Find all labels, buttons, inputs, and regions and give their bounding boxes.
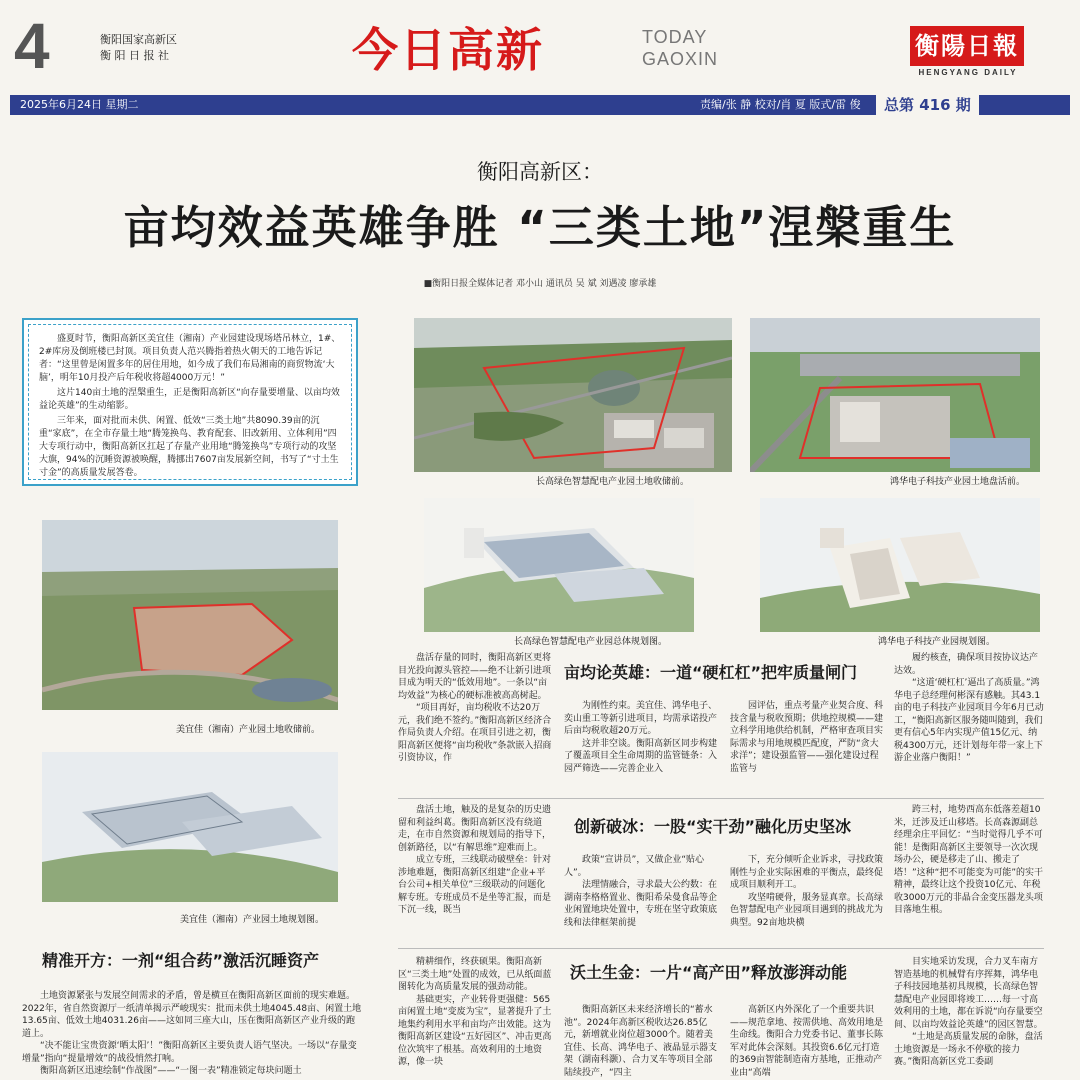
photo-honghua-plan [760,498,1040,632]
intro-paragraph: 盛夏时节，衡阳高新区美宜佳（湘南）产业园建设现场塔吊林立，1#、2#库房及倒班楼已封顶。项目负责人范兴腾指着热火朝天的工地告诉记者：“这里曾是闲置多年的居住用地，如今成了我们布局湘南的商贸物流‘大脑’，明年10月投产后年税收将超4000万元！” [39,334,341,383]
page-number: 4 [14,10,50,82]
paper-title-en [642,26,718,70]
subhead-4: 沃土生金：一片“高产田”释放澎湃动能 [570,963,848,982]
brand-logo: 衡陽日報 [910,26,1024,66]
paragraph: “这道‘硬杠杠’逼出了高质量。”鸿华电子总经理何彬深有感触。其43.1亩的电子科技产业园项目今年6月已动工，“衡阳高新区服务随叫随到，我们更有信心5年内实现产值15亿元、纳税4300万元，还计划每年带一家上下游企业落户衡阳！” [894,678,1044,763]
paragraph: 衡阳高新区未来经济增长的“蓄水池”。2024年高新区税收达26.85亿元，新增就业岗位超3000个。随着美宜佳、长高、鸿华电子、液晶显示器支架（湖南科灏）、合力叉车等项目全部陆续投产，“四主 [564,1005,718,1078]
caption-photo-left-2: 美宜佳（湘南）产业园土地规划图。 [180,915,325,925]
photo-meiyijia-before [42,520,338,710]
paragraph: 盘活土地，触及的是复杂的历史遗留和利益纠葛。衡阳高新区没有绕道走，在市自然资源和规划局的指导下，创新路径，以“有解思维”迎难而上。 [398,805,552,853]
photo-changgao-before [414,318,732,472]
photo-honghua-before [750,318,1040,472]
paragraph: 法理情融合，寻求最大公约数：在湖南李格格置业、衡阳希朵曼食品等企业闲置地块处置中，专班在坚守政策底线和法律框架前提 [564,880,718,928]
masthead [0,0,1080,120]
paper-title-en-1: TODAY [642,27,708,47]
section-rule [398,798,1044,799]
subhead-3: 精准开方：一剂“组合药”激活沉睡资产 [42,951,320,970]
text-column [564,854,718,940]
text-column [398,652,552,788]
publisher-line-1: 衡阳国家高新区 [100,33,177,46]
issue-number: 总第 416 期 [876,93,979,117]
headline-title: 亩均效益英雄争胜 “三类土地”涅槃重生 [123,201,957,254]
text-column [564,1004,718,1080]
text-column [730,1004,884,1080]
caption-photo-top-mid: 长高绿色智慧配电产业园土地收储前。 [536,477,690,487]
intro-box [22,318,358,486]
paragraph: 成立专班，三线联动破壁垒：针对涉地难题，衡阳高新区组建“企业+平台公司+相关单位”三级联动的问题化解专班。专班成员不是坐等汇报，而是下沉一线，既当 [398,855,552,915]
paragraph: 为刚性约束。美宜佳、鸿华电子、奕山重工等新引进项目，均需承诺投产后亩均税收超20万元。 [564,701,718,736]
paragraph: 土地资源紧张与发展空间需求的矛盾，曾是横亘在衡阳高新区面前的现实难题。2022年，省自然资源厅一纸清单揭示严峻现实：批而未供土地4045.48亩、闲置土地13.65亩、低效土地4031.26亩——这如同三座大山，压在衡阳高新区产业升级的跑道上。 [22,991,362,1039]
paragraph: “决不能让宝贵资源‘晒太阳’！”衡阳高新区主要负责人语气坚决。一场以“存量变增量”指向“提量增效”的战役悄然打响。 [22,1041,357,1064]
text-column [894,804,1044,940]
publisher-line-2: 衡 阳 日 报 社 [100,49,169,62]
intro-paragraph: 这片140亩土地的涅槃重生，正是衡阳高新区“向存量要增量、以亩均效益论英雄”的生动缩影。 [39,388,340,411]
text-column [730,854,884,940]
intro-paragraph: 三年来，面对批而未供、闲置、低效“三类土地”共8090.39亩的沉重“家底”，在全市存量土地“腾笼换鸟、教育配套、旧改新用、立体利用”四大专项行动中，衡阳高新区扛起了存量产业用地“腾笼换鸟”专项行动的攻坚大旗，94%的沉睡资源被唤醒，腾挪出7607亩发展新空间，书写了“寸土生寸金”的高质量发展答卷。 [39,416,339,478]
paragraph: 基础更实，产业转骨更强健：565亩闲置土地“变废为宝”，显著提升了土地集约利用水平和亩均产出效能。这为衡阳高新区建设“五好园区”、冲击更高位次筑牢了根基。高效利用的土地资源，像一块 [398,994,552,1067]
paragraph: 目实地采访发现，合力叉车南方智造基地的机械臂有序挥舞，鸿华电子科技园地基初具规模，长高绿色智慧配电产业园即将竣工……每一寸高效利用的土地，都在诉说“向存量要空间、以亩均效益论英雄”的园区智慧。 [894,957,1043,1030]
caption-photo-mid-mid: 长高绿色智慧配电产业园总体规划图。 [514,637,668,647]
paragraph: 下，充分倾听企业诉求，寻找政策刚性与企业实际困难的平衡点，最终促成项目顺利开工。 [730,855,884,890]
photo-changgao-plan [424,498,694,632]
caption-photo-left-1: 美宜佳（湘南）产业园土地收储前。 [176,725,321,735]
paragraph: 衡阳高新区迅速绘制“作战图”——“一图一表”精准锁定每块问题土 [40,1066,302,1076]
paragraph: 政策“宣讲员”，又做企业“贴心人”。 [564,855,704,878]
subhead-1: 亩均论英雄：一道“硬杠杠”把牢质量闸门 [564,663,858,682]
text-column [894,652,1044,788]
paper-title-en-2: GAOXIN [642,49,719,69]
issue-date: 2025年6月24日 星期二 [20,98,139,111]
brand-logo-en: HENGYANG DAILY [918,68,1018,77]
paragraph: 跨三村，地势西高东低落差超10米，迁涉及迁山移塔。长高森源副总经理余庄平回忆：“当时觉得几乎不可能！是衡阳高新区主要领导一次次现场办公，硬是移走了山、搬走了塔！”这种“把不可能变为可能”的实干精神，最终让这个投资10亿元、年税收3000万元的非晶合金变压器龙头项目落地生根。 [894,805,1043,915]
paragraph: “土地是高质量发展的命脉，盘活土地资源是一场永不停歇的接力赛。”衡阳高新区党工委副 [894,1032,1043,1067]
paragraph: 履约核查，确保项目按协议达产达效。 [894,653,1039,676]
text-column [564,700,718,788]
text-column [894,956,1044,1080]
caption-photo-mid-right: 鸿华电子科技产业园规划图。 [878,637,996,647]
caption-photo-top-right: 鸿华电子科技产业园土地盘活前。 [890,477,1026,487]
photo-meiyijia-plan [42,752,338,902]
headline-kicker: 衡阳高新区： [477,160,603,184]
byline: ■衡阳日报全媒体记者 邓小山 通讯员 吴 斌 刘遇凌 廖承雄 [423,279,657,289]
paragraph: “项目再好，亩均税收不达20万元，我们绝不签约。”衡阳高新区经济合作局负责人介绍。在项目引进之初，衡阳高新区便将“亩均税收”条款嵌入招商引资协议，作 [398,703,552,763]
paragraph: 这并非空谈。衡阳高新区同步构建了覆盖项目全生命周期的监管链条：入园严筛选——完善企业入 [564,738,718,774]
section-rule [398,948,1044,949]
text-column [398,804,552,940]
intro-text [28,324,352,480]
paragraph: 攻坚啃硬骨，服务显真章。长高绿色智慧配电产业园项目遇到的挑战尤为典型。92亩地块横 [730,892,884,928]
text-column [730,700,884,788]
text-column [398,956,552,1080]
paragraph: 盘活存量的同时，衡阳高新区更将目光投向源头管控——绝不让新引进项目成为明天的“低效用地”。一条以“亩均效益”为核心的硬标准被高高树起。 [398,653,552,701]
subhead-2: 创新破冰：一股“实干劲”融化历史坚冰 [574,817,852,836]
text-column [22,990,362,1080]
paragraph: 园评估，重点考量产业契合度、科技含量与税收预期；供地控规模——建立科学用地供给机制，严格审查项目实际需求与用地规模匹配度，严防“贪大求洋”；建设强监管——强化建设过程监管与 [730,701,884,774]
publisher [100,32,177,64]
paragraph: 高新区内外深化了一个重要共识——规范拿地、按需供地、高效用地是生命线。衡阳合力党委书记、董事长陈军对此体会深刻。其投资6.6亿元打造的369亩智能制造南方基地，正推动产业由“高端 [730,1005,884,1078]
paper-title: 今日高新 [352,23,544,77]
paragraph: 精耕细作，终获硕果。衡阳高新区“三类土地”处置的成效，已从纸面蓝图转化为高质量发展的强劲动能。 [398,957,552,992]
editor-credits: 责编/张 静 校对/肖 夏 版式/雷 俊 [700,98,861,111]
